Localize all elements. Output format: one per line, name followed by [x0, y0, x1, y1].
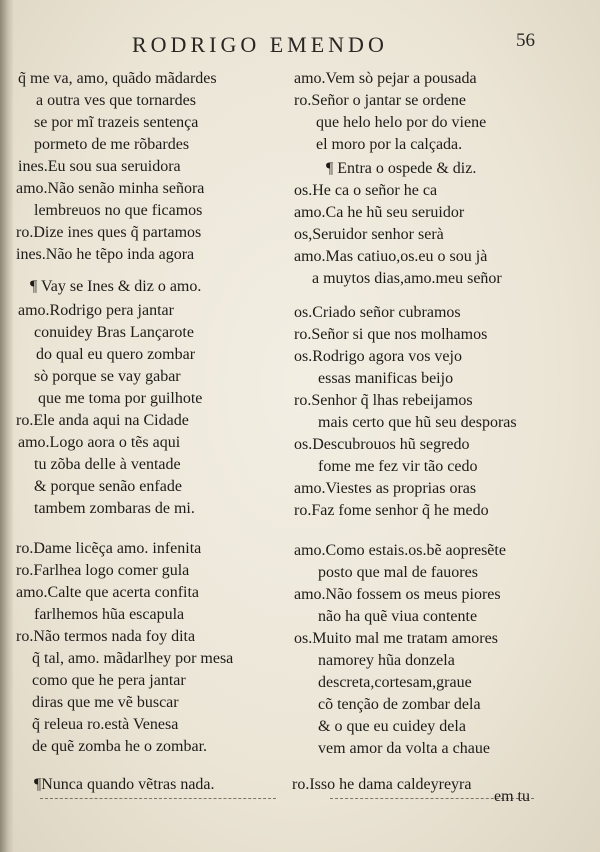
verse-line: cõ tenção de zombar dela [318, 696, 481, 713]
verse-line: a muytos dias,amo.meu señor [312, 270, 502, 287]
verse-line: farlhemos hũa escapula [34, 606, 185, 623]
verse-line: ro.Não termos nada foy dita [16, 628, 196, 645]
page-number: 56 [516, 30, 535, 51]
stage-direction: ¶ Entra o ospede & diz. [326, 160, 477, 177]
page-header [0, 30, 600, 60]
binding-gutter [0, 0, 14, 852]
verse-line: amo.Não fossem os meus piores [294, 586, 501, 603]
verse-line: ro.Ele anda aqui na Cidade [16, 412, 189, 429]
verse-line: ro.Faz fome senhor q̃ he medo [294, 502, 489, 519]
closing-line: ro.Isso he dama caldeyreyra [292, 776, 472, 793]
running-title: RODRIGO EMENDO [132, 32, 388, 57]
stage-direction: ¶ Vay se Ines & diz o amo. [30, 278, 202, 295]
verse-line: el moro por la calçada. [316, 136, 463, 153]
verse-line: q̃ tal, amo. mãdarlhey por mesa [32, 650, 234, 667]
verse-line: mais certo que hũ seu desporas [318, 414, 517, 431]
verse-line: tu zõba delle à ventade [34, 456, 181, 473]
verse-line: amo.Logo aora o tẽs aqui [18, 434, 181, 451]
verse-line: os,Seruidor senhor serà [294, 226, 444, 243]
verse-line: se por mĩ trazeis sentença [34, 114, 199, 131]
verse-line: q̃ me va, amo, quãdo mãdardes [18, 70, 217, 87]
verse-line: amo.Ca he hũ seu seruidor [294, 204, 465, 221]
verse-line: ro.Farlhea logo comer gula [16, 562, 190, 579]
verse-line: pormeto de me rõbardes [34, 136, 190, 153]
verse-line: ro.Señor si que nos molhamos [294, 326, 488, 343]
verse-line: fome me fez vir tão cedo [318, 458, 478, 475]
verse-line: ro.Senhor q̃ lhas rebeijamos [294, 392, 473, 409]
verse-line: amo.Calte que acerta confita [16, 584, 200, 601]
verse-line: amo.Não senão minha señora [16, 180, 205, 197]
verse-line: ines.Eu sou sua seruidora [18, 158, 181, 175]
verse-line: amo.Como estais.os.bẽ aopresẽte [294, 542, 506, 559]
verse-line: amo.Vem sò pejar a pousada [294, 70, 477, 87]
verse-line: descreta,cortesam,graue [318, 674, 472, 691]
verse-line: a outra ves que tornardes [36, 92, 196, 109]
verse-line: amo.Viestes as proprias oras [294, 480, 477, 497]
verse-line: & o que eu cuidey dela [318, 718, 466, 735]
verse-line: amo.Mas catiuo,os.eu o sou jà [294, 248, 488, 265]
verse-line: como que he pera jantar [32, 672, 186, 689]
verse-line: ines.Não he tẽpo inda agora [16, 246, 195, 263]
catchword: em tu [494, 788, 530, 805]
verse-line: ro.Dame licẽça amo. infenita [16, 540, 202, 557]
verse-line: ro.Señor o jantar se ordene [294, 92, 466, 109]
verse-line: os.Descubrouos hũ segredo [294, 436, 470, 453]
verse-line: & porque senão enfade [34, 478, 182, 495]
verse-line: não ha quẽ viua contente [318, 608, 478, 625]
closing-line: ¶Nunca quando vẽtras nada. [34, 776, 215, 793]
verse-line: amo.Rodrigo pera jantar [18, 302, 174, 319]
verse-line: q̃ releua ro.està Venesa [32, 716, 179, 733]
verse-line: do qual eu quero zombar [36, 346, 196, 363]
verse-line: de quẽ zomba he o zombar. [32, 738, 208, 755]
verse-line: os.Criado señor cubramos [294, 304, 461, 321]
verse-line: que me toma por guilhote [38, 390, 203, 407]
verse-line: tambem zombaras de mi. [34, 500, 195, 517]
verse-line: conuidey Bras Lançarote [34, 324, 194, 341]
verse-line: essas manificas beijo [318, 370, 454, 387]
verse-line: que helo helo por do viene [316, 114, 487, 131]
verse-line: diras que me vẽ buscar [32, 694, 179, 711]
verse-line: os.Rodrigo agora vos vejo [294, 348, 462, 365]
verse-line: sò porque se vay gabar [34, 368, 181, 385]
verse-line: os.Muito mal me tratam amores [294, 630, 498, 647]
verse-line: lembreuos no que ficamos [34, 202, 203, 219]
verse-line: ro.Dize ines ques q̃ partamos [16, 224, 202, 241]
underline-flourish [40, 794, 276, 799]
verse-line: vem amor da volta a chaue [318, 740, 490, 757]
verse-line: namorey hũa donzela [318, 652, 455, 669]
verse-line: posto que mal de fauores [318, 564, 478, 581]
verse-line: os.He ca o señor he ca [294, 182, 438, 199]
